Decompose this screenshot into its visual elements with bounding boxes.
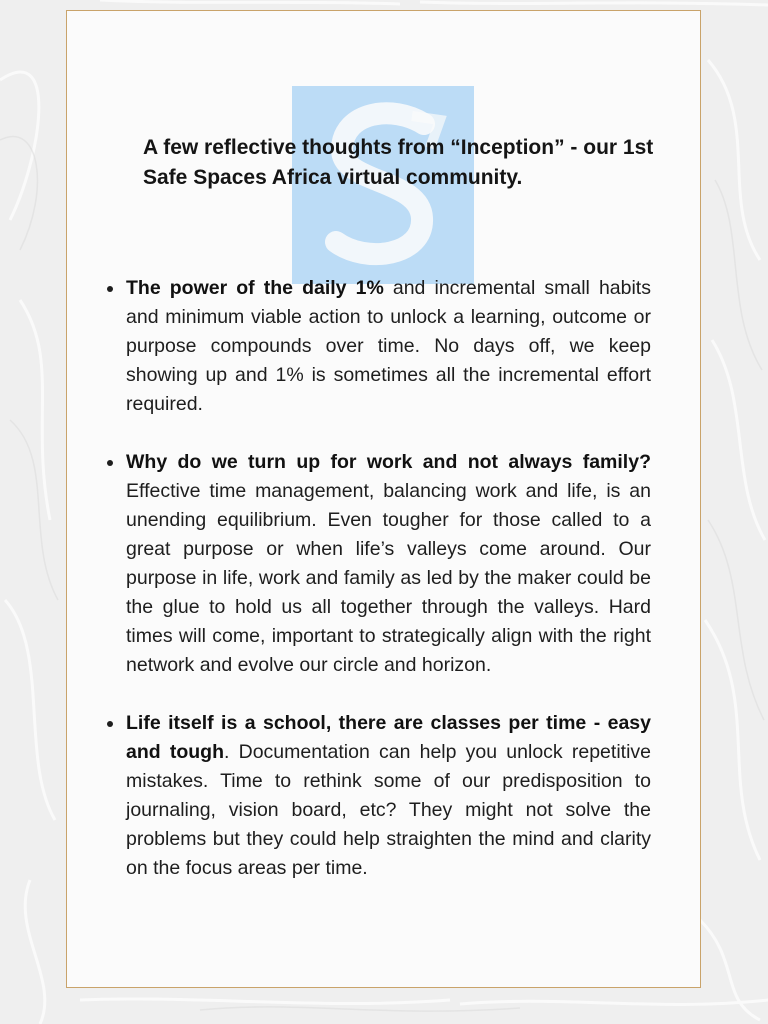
list-item [126,448,651,680]
point-title: Why do we turn up for work and not always family? [126,451,651,473]
point-title: Life itself is a school, there are classes per time - easy and tough [126,712,651,763]
list-item [126,274,651,419]
point-body: and incremental small habits and minimum viable action to unlock a learning, outcome or purpose compounds over time. No days off, we keep showing up and 1% is sometimes all the incremental effort required. [126,277,651,415]
point-title: The power of the daily 1% [126,277,384,299]
reflection-list [126,274,651,912]
page-heading: A few reflective thoughts from “Inception” - our 1st Safe Spaces Africa virtual community. [143,136,654,189]
list-item [126,709,651,883]
point-body: . Documentation can help you unlock repetitive mistakes. Time to rethink some of our predisposition to journaling, vision board, etc? They might not solve the problems but they could help straighten the mind and clarity on the focus areas per time. [126,741,651,879]
point-body: Effective time management, balancing work and life, is an unending equilibrium. Even tougher for those called to a great purpose or when life’s valleys come around. Our purpose in life, work and family as led by the maker could be the glue to hold us all together through the valleys. Hard times will come, important to strategically align with the right network and evolve our circle and horizon. [126,480,651,676]
